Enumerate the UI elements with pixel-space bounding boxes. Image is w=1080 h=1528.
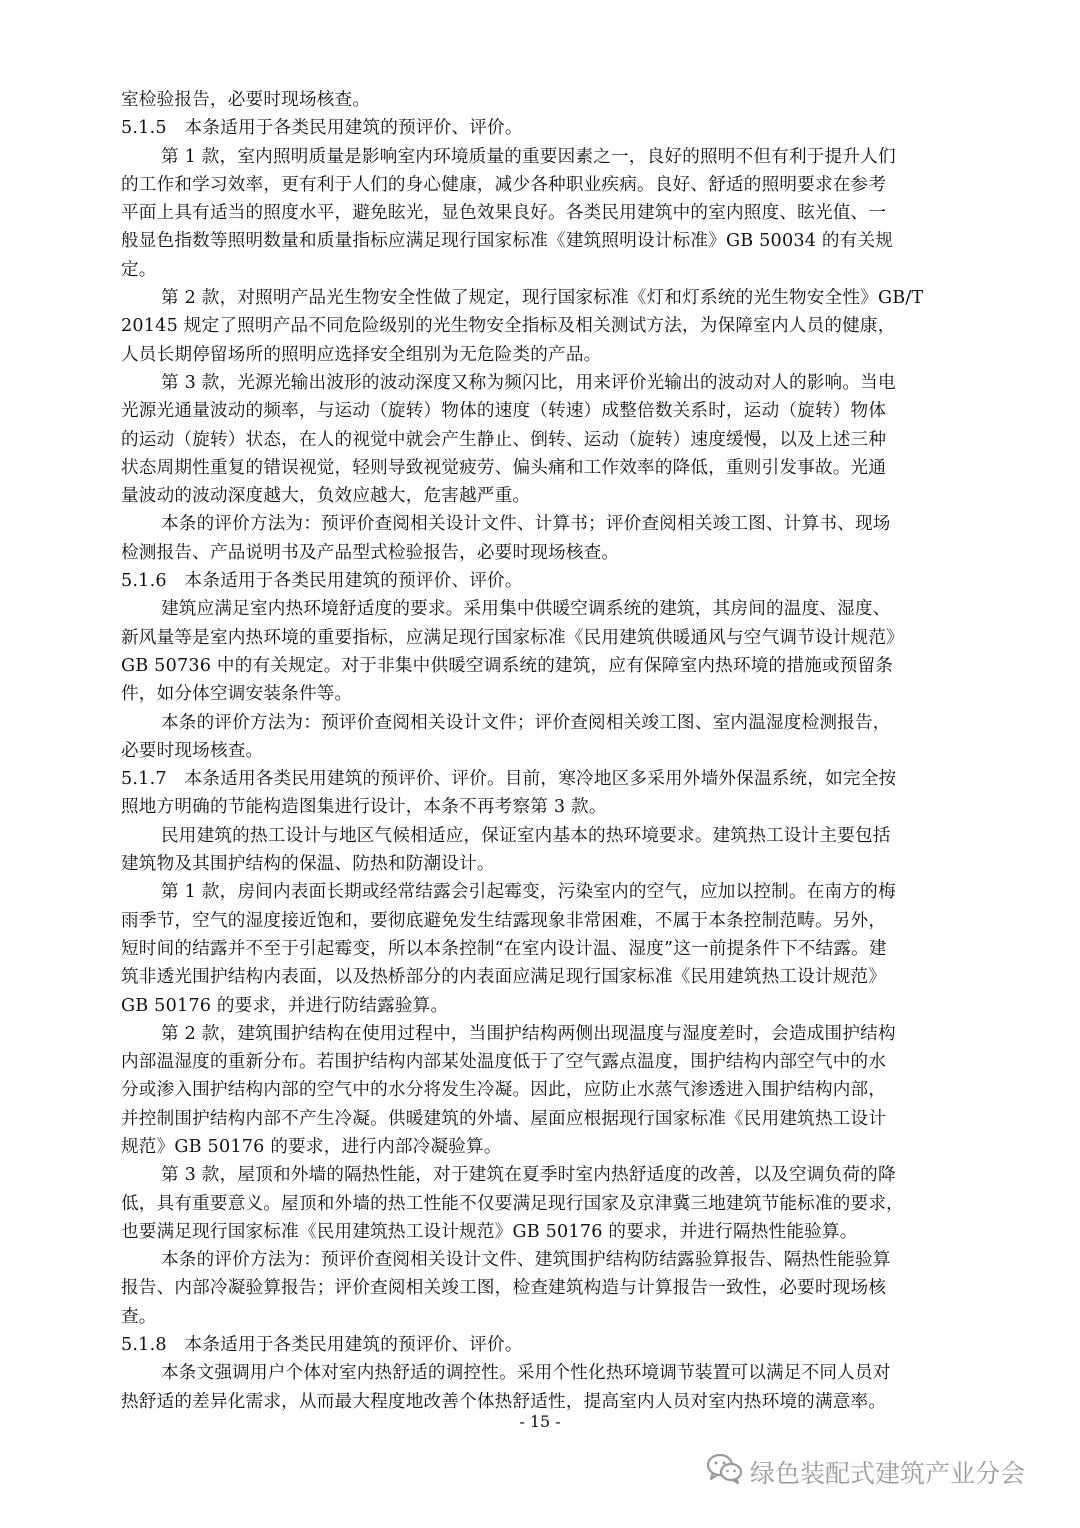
text-line: 并控制围护结构内部不产生冷凝。供暖建筑的外墙、屋面应根据现行国家标准《民用建筑热工设计 [121,1108,887,1129]
text-line: 本条文强调用户个体对室内热舒适的调控性。采用个性化热环境调节装置可以满足不同人员对 [161,1363,891,1384]
page-number: - 15 - [519,1412,561,1431]
document-body [121,86,939,1416]
text-line: 5.1.6 本条适用于各类民用建筑的预评价、评价。 [121,571,523,592]
text-line: 报告、内部冷凝验算报告；评价查阅相关竣工图，检查建筑构造与计算报告一致性，必要时现场核 [121,1278,887,1299]
text-line: 规范》GB 50176 的要求，进行内部冷凝验算。 [121,1136,502,1157]
text-line: 也要满足现行国家标准《民用建筑热工设计规范》GB 50176 的要求，并进行隔热性能验算。 [121,1221,858,1242]
text-line: 光源光通量波动的频率，与运动（旋转）物体的速度（转速）成整倍数关系时，运动（旋转）物体 [121,401,887,422]
text-line: 第 3 款，屋顶和外墙的隔热性能，对于建筑在夏季时室内热舒适度的改善，以及空调负荷的降 [161,1165,896,1186]
text-line: 分或渗入围护结构内部的空气中的水分将发生冷凝。因此，应防止水蒸气渗透进入围护结构内部， [121,1080,887,1101]
text-line: 短时间的结露并不至于引起霉变，所以本条控制“在室内设计温、湿度”这一前提条件下不结露。建 [121,938,887,959]
text-line: 本条的评价方法为：预评价查阅相关设计文件、计算书；评价查阅相关竣工图、计算书、现场 [161,514,891,535]
text-line: 建筑应满足室内热环境舒适度的要求。采用集中供暖空调系统的建筑，其房间的温度、湿度、 [161,599,891,620]
text-line: 定。 [121,259,157,280]
text-line: 照地方明确的节能构造图集进行设计，本条不再考察第 3 款。 [121,797,607,818]
text-line: 筑非透光围护结构内表面，以及热桥部分的内表面应满足现行国家标准《民用建筑热工设计规范》 [121,967,887,988]
watermark [706,1452,1025,1492]
text-line: 人员长期停留场所的照明应选择安全组别为无危险类的产品。 [121,344,602,365]
text-line: 第 3 款，光源光输出波形的波动深度又称为频闪比，用来评价光输出的波动对人的影响。当电 [161,372,896,393]
text-line: GB 50176 的要求，并进行防结露验算。 [121,995,449,1016]
text-line: 必要时现场核查。 [121,740,264,761]
text-line: 件，如分体空调安装条件等。 [121,684,353,705]
text-line: 热舒适的差异化需求，从而最大程度地改善个体热舒适性，提高室内人员对室内热环境的满意率。 [121,1391,887,1412]
text-line: 室检验报告，必要时现场核查。 [121,90,371,110]
text-line: 状态周期性重复的错误视觉，轻则导致视觉疲劳、偏头痛和工作效率的降低，重则引发事故。光通 [121,457,887,478]
watermark-text: 绿色装配式建筑产业分会 [750,1459,1026,1488]
text-line: 般显色指数等照明数量和质量指标应满足现行国家标准《建筑照明设计标准》GB 50034 的有关规 [121,231,894,252]
text-line: 民用建筑的热工设计与地区气候相适应，保证室内基本的热环境要求。建筑热工设计主要包括 [161,825,891,846]
text-line: 5.1.8 本条适用于各类民用建筑的预评价、评价。 [121,1335,523,1356]
text-line: 本条的评价方法为：预评价查阅相关设计文件、建筑围护结构防结露验算报告、隔热性能验算 [161,1250,891,1271]
text-line: 建筑物及其围护结构的保温、防热和防潮设计。 [121,854,495,875]
text-line: 第 1 款，房间内表面长期或经常结露会引起霉变，污染室内的空气，应加以控制。在南方的梅 [161,882,896,903]
text-line: 第 1 款，室内照明质量是影响室内环境质量的重要因素之一，良好的照明不但有利于提升人们 [161,146,896,167]
text-line: 检测报告、产品说明书及产品型式检验报告，必要时现场核查。 [121,542,620,563]
text-line: 查。 [121,1306,157,1327]
text-line: 第 2 款，对照明产品光生物安全性做了规定，现行国家标准《灯和灯系统的光生物安全性》GB/T [161,288,924,309]
text-line: 20145 规定了照明产品不同危险级别的光生物安全指标及相关测试方法，为保障室内人员的健康， [121,316,896,337]
text-line: 新风量等是室内热环境的重要指标，应满足现行国家标准《民用建筑供暖通风与空气调节设计规范》 [121,627,904,648]
text-line: 5.1.7 本条适用各类民用建筑的预评价、评价。目前，寒冷地区多采用外墙外保温系统，如完全按 [121,769,897,790]
text-line: 低，具有重要意义。屋顶和外墙的热工性能不仅要满足现行国家及京津冀三地建筑节能标准的要求， [121,1193,904,1214]
wechat-icon [706,1453,744,1491]
text-line: GB 50736 中的有关规定。对于非集中供暖空调系统的建筑，应有保障室内热环境的措施或预留条 [121,655,894,676]
text-line: 第 2 款，建筑围护结构在使用过程中，当围护结构两侧出现温度与湿度差时，会造成围护结构 [161,1023,896,1044]
text-line: 5.1.5 本条适用于各类民用建筑的预评价、评价。 [121,118,523,139]
text-line: 本条的评价方法为：预评价查阅相关设计文件；评价查阅相关竣工图、室内温湿度检测报告， [161,712,891,733]
text-line: 量波动的波动深度越大，负效应越大，危害越严重。 [121,486,531,507]
text-line: 内部温湿度的重新分布。若围护结构内部某处温度低于了空气露点温度，围护结构内部空气中的水 [121,1052,887,1073]
text-line: 的运动（旋转）状态，在人的视觉中就会产生静止、倒转、运动（旋转）速度缓慢，以及上述三种 [121,429,887,450]
text-line: 的工作和学习效率，更有利于人们的身心健康，减少各种职业疾病。良好、舒适的照明要求在参考 [121,174,887,195]
text-line: 雨季节，空气的湿度接近饱和，要彻底避免发生结露现象非常困难，不属于本条控制范畴。另外， [121,910,887,931]
text-line: 平面上具有适当的照度水平，避免眩光，显色效果良好。各类民用建筑中的室内照度、眩光值、一 [121,203,887,224]
